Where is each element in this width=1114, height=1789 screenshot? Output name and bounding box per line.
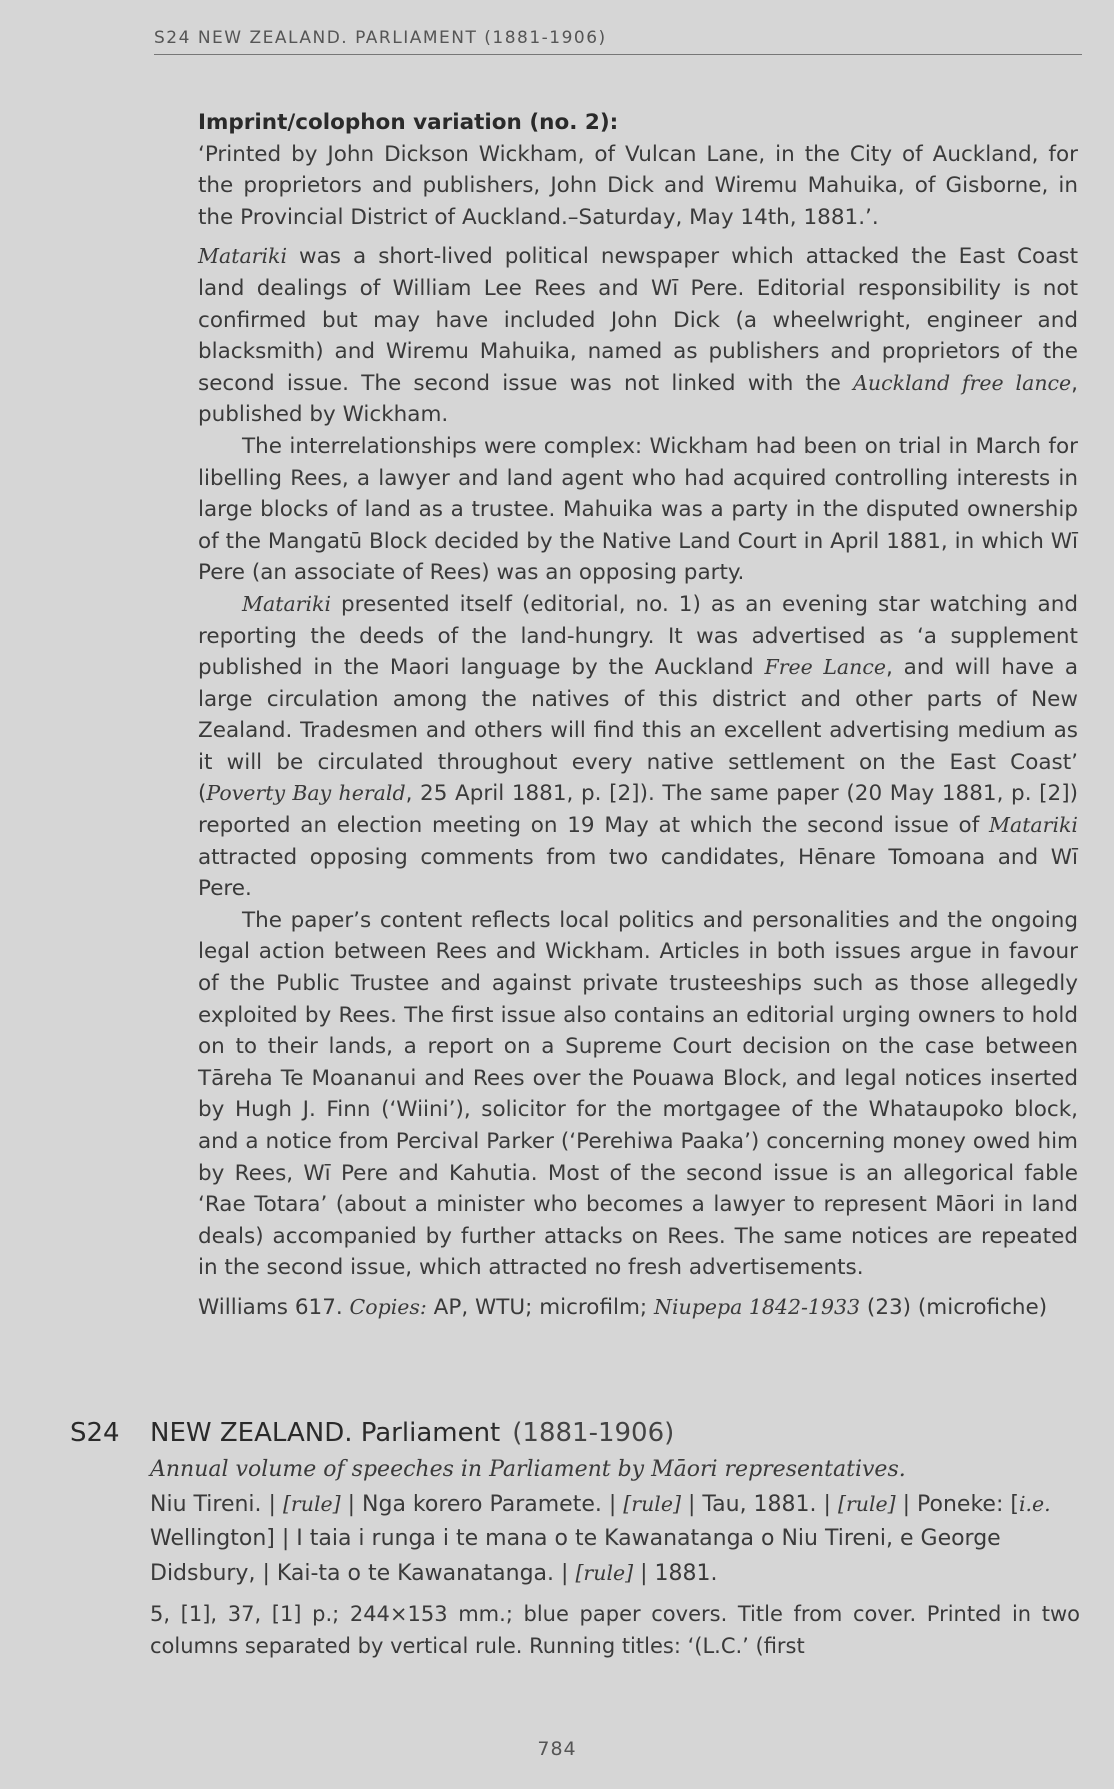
physical-description: 5, [1], 37, [1] p.; 244×153 mm.; blue paper covers. Title from cover. Printed in two columns separated by vertical rule. Running titles: ‘(L.C.’ (first: [150, 1602, 1080, 1658]
newspaper-title: Matariki: [198, 244, 288, 269]
entry-dates: (1881-1906): [512, 1418, 675, 1448]
entry-heading: [70, 1413, 1080, 1453]
newspaper-title: Free Lance: [764, 655, 886, 680]
copies-line: Williams 617. Copies: AP, WTU; microfilm; Niupepa 1842-1933 (23) (microfiche): [198, 1294, 1048, 1320]
title-transcription: Niu Tireni. | [rule] | Nga korero Paramete. | [rule] | Tau, 1881. | [rule] | Poneke: [i.e. Wellington] | I taia i runga i te mana o te Kawanatanga o Niu Tireni, e George Didsbury, | Kai-ta o te Kawanatanga. | [rule] | 1881.: [150, 1492, 1051, 1586]
newspaper-title: Auckland free lance: [853, 370, 1072, 395]
entry-number: S24: [70, 1418, 120, 1448]
entry-name: NEW ZEALAND. Parliament: [150, 1418, 501, 1448]
newspaper-title: Matariki: [242, 591, 332, 616]
main-text: [198, 107, 1078, 1324]
page-number: 784: [537, 1738, 577, 1760]
paragraph-intro: Matariki was a short-lived political newspaper which attacked the East Coast land dealings of William Lee Rees and Wī Pere. Editorial responsibility is not confirmed but may have included John Dick (a wheelwright, engineer and blacksmith) and Wiremu Mahuika, named as publishers and proprietors of the second issue. The second issue was not linked with the Auckland free lance, published by Wickham.: [198, 244, 1078, 428]
imprint-text: ‘Printed by John Dickson Wickham, of Vulcan Lane, in the City of Auckland, for the proprietors and publishers, John Dick and Wiremu Mahuika, of Gisborne, in the Provincial District of Auckland.–Saturday, May 14th, 1881.’.: [198, 141, 1078, 230]
paragraph-interrelationships: The interrelationships were complex: Wickham had been on trial in March for libelling Rees, a lawyer and land agent who had acquired controlling interests in large blocks of land as a trustee. Mahuika was a party in the disputed ownership of the Mangatū Block decided by the Native Land Court in April 1881, in which Wī Pere (an associate of Rees) was an opposing party.: [198, 433, 1078, 586]
paragraph-presentation: Matariki presented itself (editorial, no. 1) as an evening star watching and reporting the deeds of the land-hungry. It was advertised as ‘a supplement published in the Maori language by the Auckland Free Lance, and will have a large circulation among the natives of this district and other parts of New Zealand. Tradesmen and others will find this an excellent advertising medium as it will be circulated throughout every native settlement on the East Coast’ (Poverty Bay herald, 25 April 1881, p. [2]). The same paper (20 May 1881, p. [2]) reported an election meeting on 19 May at which the second issue of Matariki attracted opposing comments from two candidates, Hēnare Tomoana and Wī Pere.: [198, 591, 1079, 902]
running-head: S24 NEW ZEALAND. PARLIAMENT (1881-1906): [154, 28, 1082, 55]
imprint-heading: Imprint/colophon variation (no. 2):: [198, 110, 619, 135]
paragraph-content: The paper’s content reflects local politics and personalities and the ongoing legal action between Rees and Wickham. Articles in both issues argue in favour of the Public Trustee and against private trusteeships such as those allegedly exploited by Rees. The first issue also contains an editorial urging owners to hold on to their lands, a report on a Supreme Court decision on the case between Tāreha Te Moananui and Rees over the Pouawa Block, and legal notices inserted by Hugh J. Finn (‘Wiini’), solicitor for the mortgagee of the Whataupoko block, and a notice from Percival Parker (‘Perehiwa Paaka’) concerning money owed him by Rees, Wī Pere and Kahutia. Most of the second issue is an allegorical fable ‘Rae Totara’ (about a minister who becomes a lawyer to represent Māori in land deals) accompanied by further attacks on Rees. The same notices are repeated in the second issue, which attracted no fresh advertisements.: [198, 907, 1078, 1281]
newspaper-title: Poverty Bay herald: [206, 781, 406, 806]
newspaper-title: Matariki: [988, 813, 1078, 838]
entry-body: [150, 1453, 1080, 1662]
bibliography-entry-s24: [70, 1413, 1080, 1662]
entry-title: Annual volume of speeches in Parliament by Māori representatives.: [150, 1457, 906, 1482]
